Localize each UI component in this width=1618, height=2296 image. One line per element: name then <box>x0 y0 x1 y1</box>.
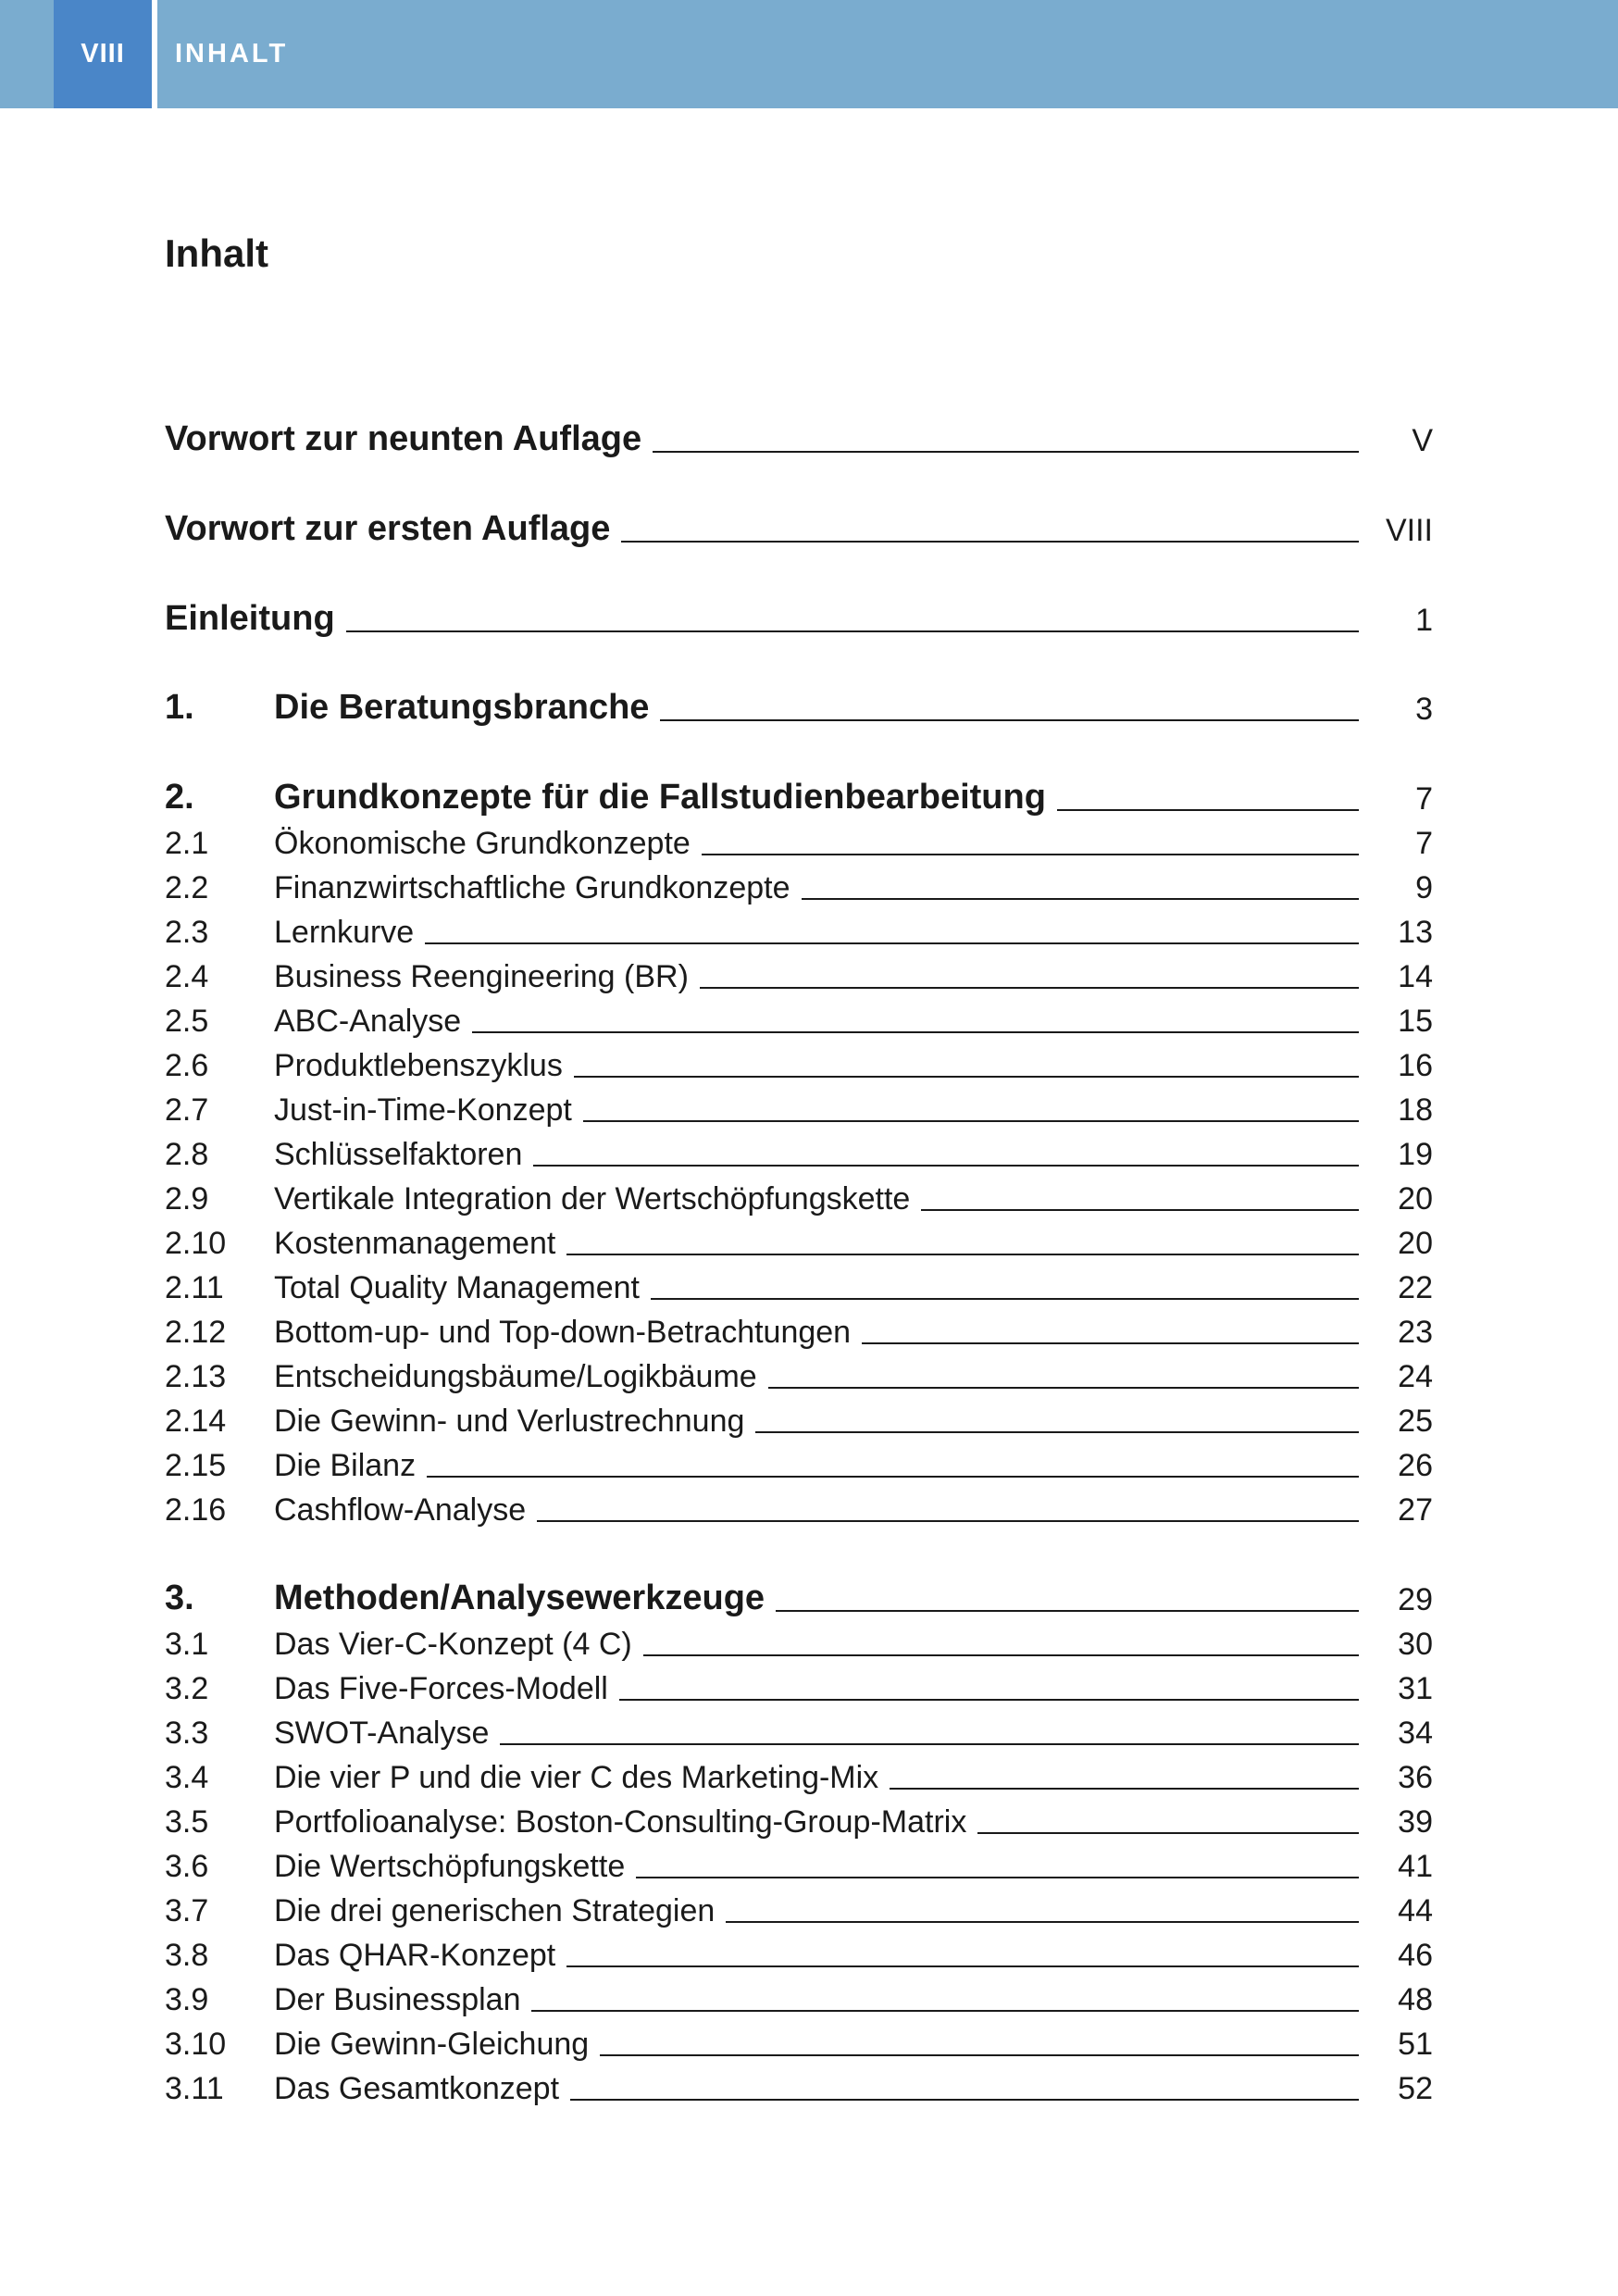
toc-entry-page: 30 <box>1398 1627 1433 1662</box>
toc-entry-page: 18 <box>1398 1092 1433 1128</box>
toc-entry-title: Entscheidungsbäume/Logikbäume <box>274 1359 757 1394</box>
toc-leader-line <box>977 1832 1359 1834</box>
toc-entry[interactable] <box>165 592 1433 636</box>
toc-entry-number: 3.3 <box>165 1716 209 1751</box>
toc-entry-page: 16 <box>1398 1048 1433 1083</box>
toc-entry-number: 2.11 <box>165 1270 224 1305</box>
toc-entry-title: SWOT-Analyse <box>274 1716 490 1751</box>
toc-entry-page: V <box>1412 423 1433 458</box>
toc-entry-number: 2.10 <box>165 1226 227 1261</box>
toc-entry-number: 3.7 <box>165 1893 209 1928</box>
toc-entry-page: 25 <box>1398 1404 1433 1439</box>
toc-entry-title: ABC-Analyse <box>274 1004 462 1039</box>
toc-leader-line <box>533 1165 1359 1167</box>
toc-entry[interactable] <box>165 1081 1433 1126</box>
toc-entry[interactable] <box>165 680 1433 725</box>
toc-leader-line <box>921 1209 1359 1211</box>
toc-entry-title: Der Businessplan <box>274 1982 521 2017</box>
toc-entry[interactable] <box>165 859 1433 904</box>
toc-entry-page: 13 <box>1398 915 1433 950</box>
toc-entry-title: Just-in-Time-Konzept <box>274 1092 572 1128</box>
toc-entry-title: Vorwort zur neunten Auflage <box>165 419 642 458</box>
toc-entry[interactable] <box>165 1927 1433 1971</box>
toc-entry[interactable] <box>165 1660 1433 1704</box>
toc-entry[interactable] <box>165 1348 1433 1392</box>
toc-entry-title: Die Beratungsbranche <box>274 688 650 727</box>
toc-entry[interactable] <box>165 1616 1433 1660</box>
toc-entry-number: 3.5 <box>165 1804 209 1840</box>
toc-entry[interactable] <box>165 1437 1433 1481</box>
page-header <box>0 0 1618 108</box>
toc-entry-title: Kostenmanagement <box>274 1226 556 1261</box>
toc-entry[interactable] <box>165 1882 1433 1927</box>
toc-leader-line <box>702 854 1359 855</box>
toc-leader-line <box>619 1699 1359 1701</box>
toc-entry-page: 39 <box>1398 1804 1433 1840</box>
toc-entry[interactable] <box>165 1571 1433 1616</box>
toc-leader-line <box>653 451 1359 453</box>
toc-entry-page: 48 <box>1398 1982 1433 2017</box>
toc-entry-title: Schlüsselfaktoren <box>274 1137 523 1172</box>
toc-entry-page: 3 <box>1415 692 1433 727</box>
toc-leader-line <box>862 1342 1359 1344</box>
toc-entry-page: 7 <box>1415 826 1433 861</box>
toc-entry-page: 44 <box>1398 1893 1433 1928</box>
toc-entry-title: Vorwort zur ersten Auflage <box>165 509 611 548</box>
toc-entry[interactable] <box>165 2015 1433 2060</box>
toc-entry[interactable] <box>165 1126 1433 1170</box>
toc-entry-number: 2.5 <box>165 1004 209 1039</box>
toc-leader-line <box>1057 809 1359 811</box>
toc-entry[interactable] <box>165 1170 1433 1215</box>
toc-entry-number: 2. <box>165 778 194 817</box>
toc-leader-line <box>621 541 1359 543</box>
toc-leader-line <box>537 1520 1359 1522</box>
toc-entry-title: Die Bilanz <box>274 1448 417 1483</box>
toc-entry[interactable] <box>165 1259 1433 1304</box>
toc-entry-page: 36 <box>1398 1760 1433 1795</box>
toc-entry-page: 9 <box>1415 870 1433 905</box>
toc-entry-number: 2.15 <box>165 1448 227 1483</box>
page-title: Inhalt <box>165 231 268 275</box>
toc-entry-title: Grundkonzepte für die Fallstudienbearbeitung <box>274 778 1046 817</box>
toc-leader-line <box>726 1921 1359 1923</box>
toc-entry[interactable] <box>165 992 1433 1037</box>
toc-entry-title: Produktlebenszyklus <box>274 1048 563 1083</box>
toc-entry-title: Cashflow-Analyse <box>274 1492 527 1528</box>
toc-entry-page: 7 <box>1415 781 1433 817</box>
toc-entry-number: 2.8 <box>165 1137 209 1172</box>
toc-entry-number: 2.6 <box>165 1048 209 1083</box>
toc-entry-number: 2.1 <box>165 826 209 861</box>
toc-entry-title: Die vier P und die vier C des Marketing-Mix <box>274 1760 879 1795</box>
toc-entry-title: Total Quality Management <box>274 1270 640 1305</box>
toc-entry-page: 22 <box>1398 1270 1433 1305</box>
toc-entry-title: Die Gewinn- und Verlustrechnung <box>274 1404 745 1439</box>
toc-entry-title: Die Wertschöpfungskette <box>274 1849 626 1884</box>
toc-leader-line <box>660 719 1359 721</box>
header-section-title: INHALT <box>175 39 289 69</box>
toc-entry-number: 2.2 <box>165 870 209 905</box>
toc-entry-title: Business Reengineering (BR) <box>274 959 689 994</box>
toc-entry-number: 2.16 <box>165 1492 227 1528</box>
toc-leader-line <box>570 2099 1359 2101</box>
toc-leader-line <box>583 1120 1359 1122</box>
toc-entry-page: VIII <box>1385 513 1433 548</box>
toc-entry-title: Bottom-up- und Top-down-Betrachtungen <box>274 1315 852 1350</box>
toc-entry-title: Methoden/Analysewerkzeuge <box>274 1578 765 1617</box>
toc-entry-page: 20 <box>1398 1226 1433 1261</box>
toc-entry[interactable] <box>165 502 1433 546</box>
toc-entry-number: 3.2 <box>165 1671 209 1706</box>
toc-leader-line <box>574 1076 1359 1078</box>
toc-entry-number: 3.6 <box>165 1849 209 1884</box>
toc-entry-title: Die drei generischen Strategien <box>274 1893 716 1928</box>
toc-leader-line <box>636 1877 1359 1878</box>
toc-leader-line <box>346 630 1359 632</box>
toc-entry-page: 24 <box>1398 1359 1433 1394</box>
toc-entry-number: 3.4 <box>165 1760 209 1795</box>
toc-entry[interactable] <box>165 1392 1433 1437</box>
toc-entry-title: Lernkurve <box>274 915 415 950</box>
toc-leader-line <box>566 1965 1359 1967</box>
toc-entry-title: Portfolioanalyse: Boston-Consulting-Group-Matrix <box>274 1804 967 1840</box>
toc-entry-page: 1 <box>1415 603 1433 638</box>
toc-entry-page: 29 <box>1398 1582 1433 1617</box>
toc-entry-page: 51 <box>1398 2027 1433 2062</box>
toc-entry-title: Das Five-Forces-Modell <box>274 1671 608 1706</box>
toc-entry-title: Finanzwirtschaftliche Grundkonzepte <box>274 870 790 905</box>
toc-leader-line <box>776 1610 1359 1612</box>
toc-entry[interactable] <box>165 412 1433 456</box>
toc-entry[interactable] <box>165 2060 1433 2104</box>
toc-entry-page: 15 <box>1398 1004 1433 1039</box>
toc-entry-number: 3.9 <box>165 1982 209 2017</box>
toc-leader-line <box>500 1743 1359 1745</box>
toc-entry-title: Vertikale Integration der Wertschöpfungskette <box>274 1181 911 1217</box>
toc-entry[interactable] <box>165 1037 1433 1081</box>
header-divider <box>152 0 157 108</box>
toc-leader-line <box>425 942 1359 944</box>
toc-entry-title: Einleitung <box>165 599 335 638</box>
toc-entry-number: 2.13 <box>165 1359 227 1394</box>
toc-leader-line <box>531 2010 1359 2012</box>
toc-entry-page: 23 <box>1398 1315 1433 1350</box>
toc-entry-page: 20 <box>1398 1181 1433 1217</box>
toc-entry-page: 27 <box>1398 1492 1433 1528</box>
toc-entry-number: 3.8 <box>165 1938 209 1973</box>
toc-entry-page: 19 <box>1398 1137 1433 1172</box>
toc-entry-number: 2.12 <box>165 1315 227 1350</box>
toc-leader-line <box>566 1254 1359 1255</box>
toc-entry-page: 52 <box>1398 2071 1433 2106</box>
header-page-number: VIII <box>54 0 152 108</box>
toc-entry-page: 14 <box>1398 959 1433 994</box>
toc-leader-line <box>890 1788 1359 1790</box>
toc-leader-line <box>802 898 1360 900</box>
toc-leader-line <box>700 987 1359 989</box>
toc-leader-line <box>427 1476 1359 1478</box>
toc-entry-number: 2.9 <box>165 1181 209 1217</box>
toc-entry-number: 2.3 <box>165 915 209 950</box>
toc-entry-title: Die Gewinn-Gleichung <box>274 2027 590 2062</box>
toc-entry-page: 41 <box>1398 1849 1433 1884</box>
toc-entry-page: 26 <box>1398 1448 1433 1483</box>
toc-leader-line <box>755 1431 1359 1433</box>
toc-entry-number: 3.11 <box>165 2071 224 2106</box>
toc-entry[interactable] <box>165 1304 1433 1348</box>
toc-entry[interactable] <box>165 904 1433 948</box>
toc-leader-line <box>472 1031 1359 1033</box>
toc-entry[interactable] <box>165 815 1433 859</box>
toc-entry-title: Das Gesamtkonzept <box>274 2071 560 2106</box>
toc-entry-number: 3.1 <box>165 1627 209 1662</box>
toc-entry[interactable] <box>165 1793 1433 1838</box>
toc-entry-number: 2.14 <box>165 1404 227 1439</box>
toc-entry[interactable] <box>165 1481 1433 1526</box>
toc-entry-number: 2.7 <box>165 1092 209 1128</box>
toc-leader-line <box>651 1298 1359 1300</box>
toc-entry[interactable] <box>165 1215 1433 1259</box>
toc-entry[interactable] <box>165 1749 1433 1793</box>
toc-entry-title: Ökonomische Grundkonzepte <box>274 826 691 861</box>
toc-entry[interactable] <box>165 1704 1433 1749</box>
toc-entry-page: 46 <box>1398 1938 1433 1973</box>
toc-entry-title: Das Vier-C-Konzept (4 C) <box>274 1627 632 1662</box>
toc-entry-title: Das QHAR-Konzept <box>274 1938 556 1973</box>
toc-entry[interactable] <box>165 948 1433 992</box>
toc-leader-line <box>768 1387 1359 1389</box>
toc-entry[interactable] <box>165 1838 1433 1882</box>
toc-entry[interactable] <box>165 1971 1433 2015</box>
toc-leader-line <box>643 1654 1359 1656</box>
toc-entry-number: 2.4 <box>165 959 209 994</box>
toc-entry-page: 34 <box>1398 1716 1433 1751</box>
toc-entry[interactable] <box>165 770 1433 815</box>
toc-entry-number: 3. <box>165 1578 194 1617</box>
toc-entry-page: 31 <box>1398 1671 1433 1706</box>
toc-entry-number: 3.10 <box>165 2027 227 2062</box>
toc-entry-number: 1. <box>165 688 194 727</box>
toc-leader-line <box>600 2054 1359 2056</box>
